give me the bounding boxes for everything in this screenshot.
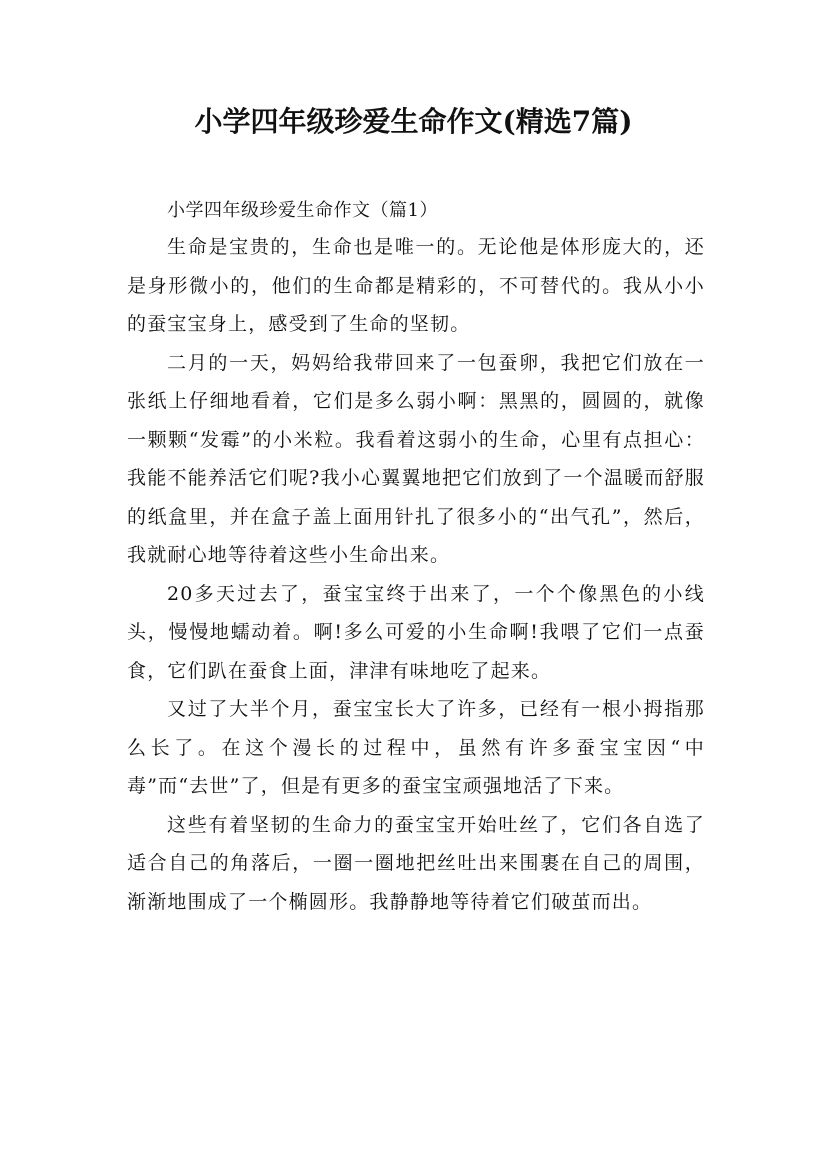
section-heading: 小学四年级珍爱生命作文（篇1）: [167, 200, 438, 221]
paragraph-1: 生命是宝贵的，生命也是唯一的。无论他是体形庞大的，还是身形微小的，他们的生命都是精彩的，不可替代的。我从小小的蚕宝宝身上，感受到了生命的坚韧。: [127, 236, 705, 335]
paragraph-4: 又过了大半个月，蚕宝宝长大了许多，已经有一根小拇指那么长了。在这个漫长的过程中，虽然有许多蚕宝宝因“中毒”而“去世”了，但是有更多的蚕宝宝顽强地活了下来。: [127, 698, 705, 797]
paragraph-2: 二月的一天，妈妈给我带回来了一包蚕卵，我把它们放在一张纸上仔细地看着，它们是多么弱小啊：黑黑的，圆圆的，就像一颗颗“发霉”的小米粒。我看着这弱小的生命，心里有点担心：我能不能养活它们呢?我小心翼翼地把它们放到了一个温暖而舒服的纸盒里，并在盒子盖上面用针扎了很多小的“出气孔”，然后，我就耐心地等待着这些小生命出来。: [127, 351, 705, 566]
document-body: [127, 194, 705, 921]
paragraph-5: 这些有着坚韧的生命力的蚕宝宝开始吐丝了，它们各自选了适合自己的角落后，一圈一圈地把丝吐出来围裹在自己的周围，渐渐地围成了一个椭圆形。我静静地等待着它们破茧而出。: [127, 813, 705, 913]
document-title: 小学四年级珍爱生命作文(精选7篇): [194, 105, 633, 138]
paragraph-3: 20多天过去了，蚕宝宝终于出来了，一个个像黑色的小线头，慢慢地蠕动着。啊!多么可爱的小生命啊!我喂了它们一点蚕食，它们趴在蚕食上面，津津有味地吃了起来。: [127, 582, 705, 682]
